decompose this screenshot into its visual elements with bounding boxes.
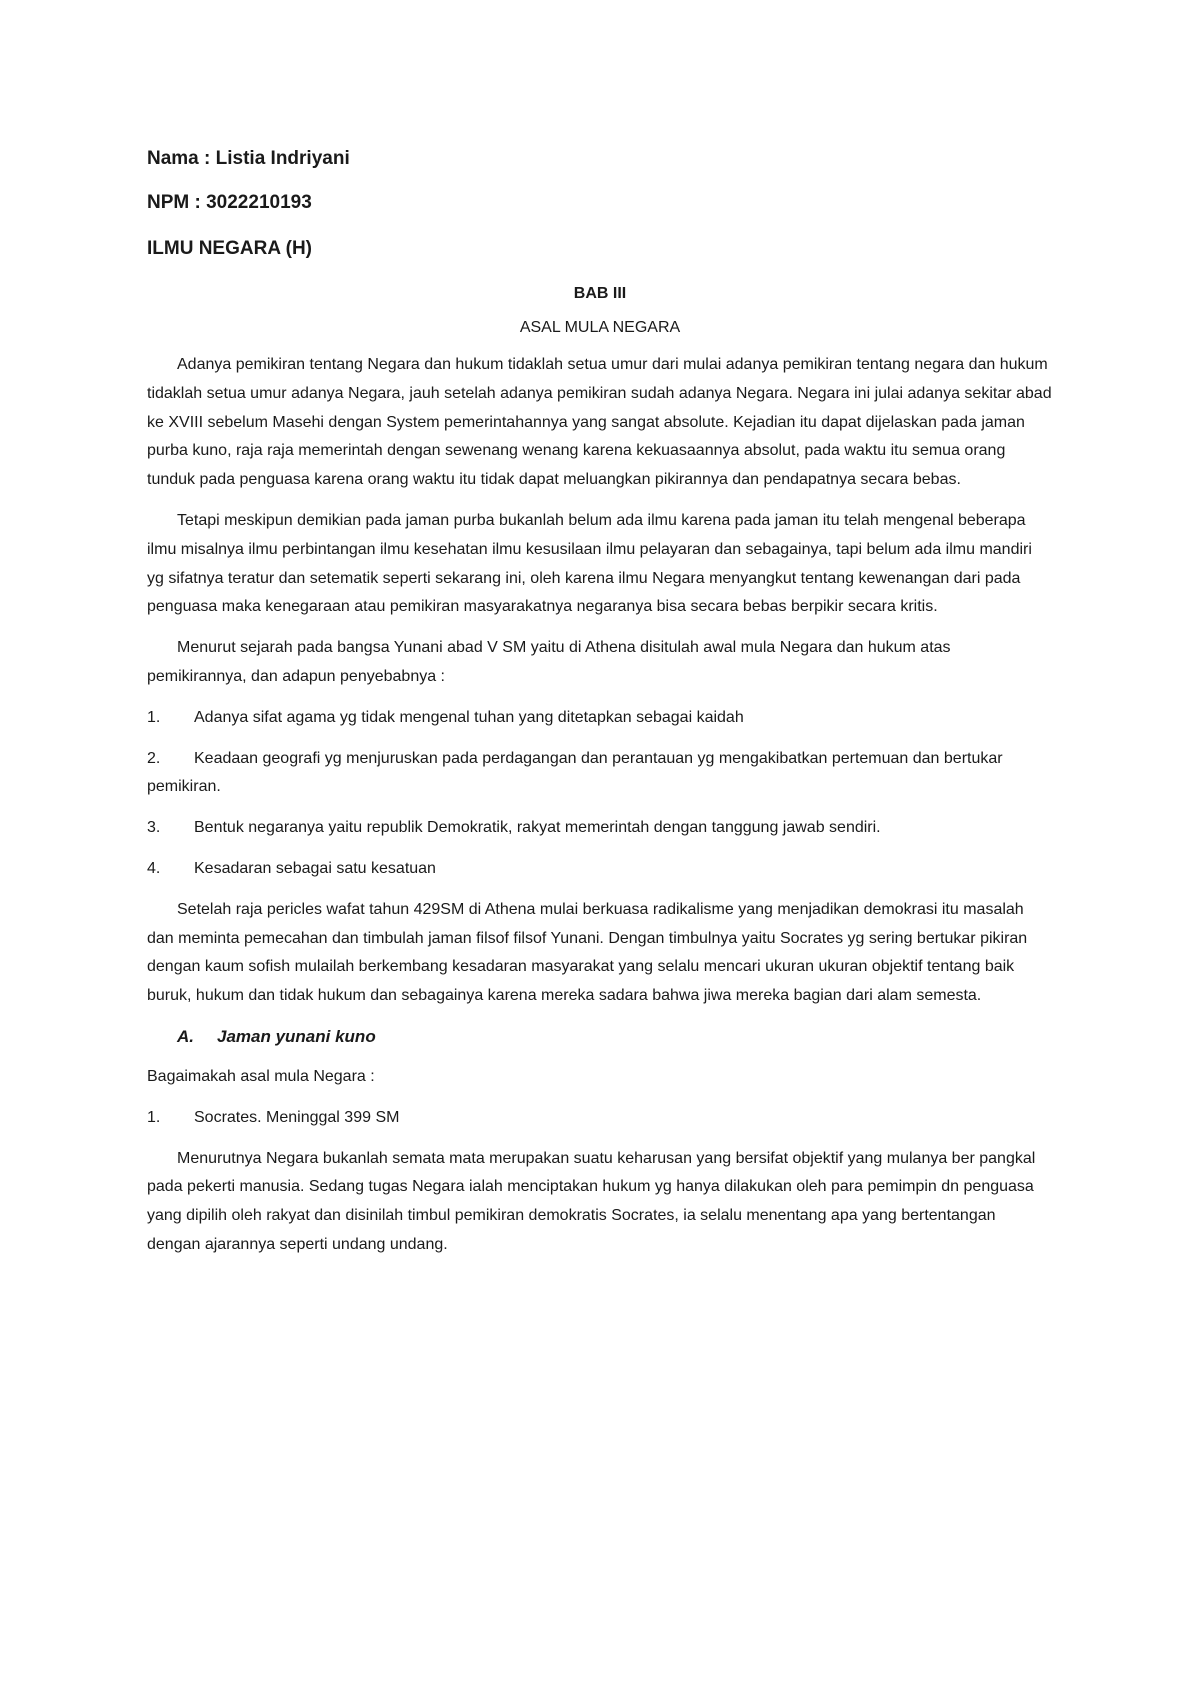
- list-item: [147, 855, 1053, 884]
- course-title: ILMU NEGARA (H): [147, 238, 312, 259]
- list-number: 3.: [147, 819, 161, 837]
- list-number: 4.: [147, 859, 161, 877]
- question-line: Bagaimakah asal mula Negara :: [147, 1067, 375, 1085]
- paragraph: Tetapi meskipun demikian pada jaman purba bukanlah belum ada ilmu karena pada jaman itu telah mengenal beberapa ilmu misalnya ilmu perbintangan ilmu kesehatan ilmu kesusilaan ilmu pelayaran dan sebagainya, tapi belum ada ilmu mandiri yg sifatnya teratur dan setematik seperti sekarang ini, oleh karena ilmu Negara menyangkut tentang kewenangan dari pada penguasa maka kenegaraan atau pemikiran masyarakatnya negaranya bisa secara bebas berpikir secara kritis.: [147, 511, 1032, 616]
- list-text: Keadaan geografi yg menjuruskan pada perdagangan dan perantauan yg mengakibatkan pertemuan dan bertukar pemikiran.: [147, 749, 1003, 796]
- paragraph: Adanya pemikiran tentang Negara dan hukum tidaklah setua umur dari mulai adanya pemikiran tentang negara dan hukum tidaklah setua umur adanya Negara, jauh setelah adanya pemikiran sudah adanya Negara. Negara ini julai adanya sekitar abad ke XVIII sebelum Masehi dengan System pemerintahannya yang sangat absolute. Kejadian itu dapat dijelaskan pada jaman purba kuno, raja raja memerintah dengan sewenang wenang karena kekuasaannya absolut, pada waktu itu semua orang tunduk pada penguasa karena orang waktu itu tidak dapat meluangkan pikirannya dan pendapatnya secara bebas.: [147, 356, 1052, 489]
- list-text: Kesadaran sebagai satu kesatuan: [194, 859, 436, 877]
- document-content: [147, 147, 1053, 1272]
- chapter-title: ASAL MULA NEGARA: [519, 319, 681, 336]
- student-name: Nama : Listia Indriyani: [147, 148, 350, 169]
- list-text: Socrates. Meninggal 399 SM: [194, 1108, 400, 1126]
- paragraph: Menurutnya Negara bukanlah semata mata merupakan suatu keharusan yang bersifat objektif yang mulanya ber pangkal pada pekerti manusia. Sedang tugas Negara ialah menciptakan hukum yg hanya dilakukan oleh para pemimpin dn penguasa yang dipilih oleh rakyat dan disinilah timbul pemikiran demokratis Socrates, ia selalu menentang apa yang bertentangan dengan ajarannya seperti undang undang.: [147, 1149, 1036, 1253]
- paragraph: Menurut sejarah pada bangsa Yunani abad V SM yaitu di Athena disitulah awal mula Negara dan hukum atas pemikirannya, dan adapun penyebabnya :: [147, 639, 951, 685]
- list-item: [147, 745, 1053, 803]
- list-text: Adanya sifat agama yg tidak mengenal tuhan yang ditetapkan sebagai kaidah: [194, 708, 744, 726]
- list-number: 1.: [147, 1108, 161, 1126]
- section-letter: A.: [177, 1026, 194, 1046]
- list-number: 2.: [147, 749, 161, 767]
- list-number: 1.: [147, 708, 161, 726]
- list-text: Bentuk negaranya yaitu republik Demokratik, rakyat memerintah dengan tanggung jawab sendiri.: [194, 819, 881, 837]
- paragraph: Setelah raja pericles wafat tahun 429SM di Athena mulai berkuasa radikalisme yang menjadikan demokrasi itu masalah dan meminta pemecahan dan timbulah jaman filsof filsof Yunani. Dengan timbulnya yaitu Socrates yg sering bertukar pikiran dengan kaum sofish mulailah berkembang kesadaran masyarakat yang selalu mencari ukuran ukuran objektif tentang baik buruk, hukum dan tidak hukum dan sebagainya karena mereka sadara bahwa jiwa mereka bagian dari alam semesta.: [147, 900, 1028, 1005]
- list-item: [147, 1104, 1053, 1133]
- section-heading: [177, 1023, 1053, 1051]
- section-title: Jaman yunani kuno: [217, 1026, 376, 1046]
- list-item: [147, 704, 1053, 733]
- chapter-number: BAB III: [573, 285, 627, 302]
- student-npm: NPM : 3022210193: [147, 192, 312, 213]
- list-item: [147, 814, 1053, 843]
